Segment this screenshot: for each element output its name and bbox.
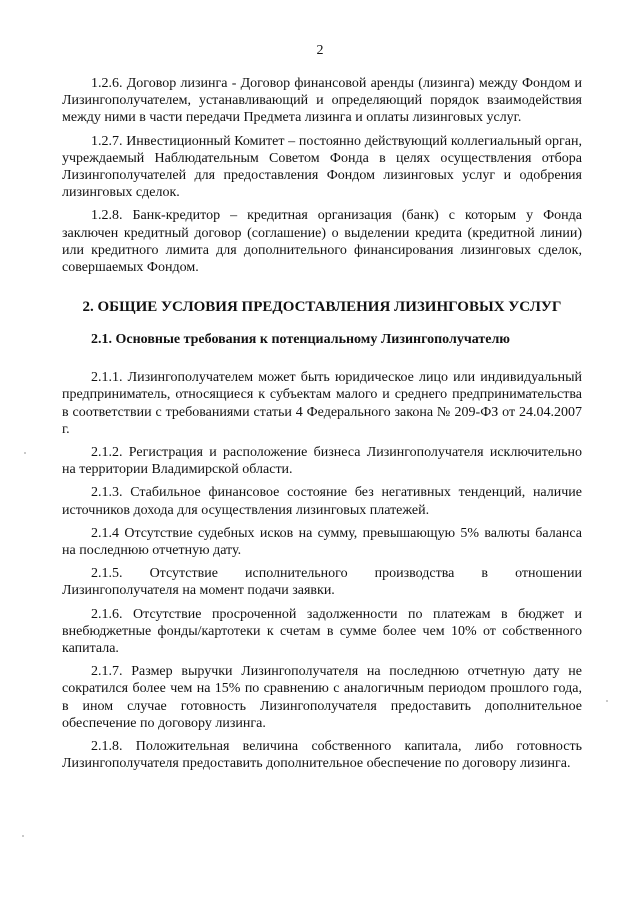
requirement-2-1-3: 2.1.3. Стабильное финансовое состояние без негативных тенденций, наличие источников дохода для осуществления лизинговых платежей. <box>62 485 582 518</box>
page-content <box>62 75 582 773</box>
subsection-heading: 2.1. Основные требования к потенциальному Лизингополучателю <box>91 332 511 348</box>
definition-1-2-6: 1.2.6. Договор лизинга - Договор финансовой аренды (лизинга) между Фондом и Лизингополучателем, устанавливающий и определяющий порядок взаимодействия между ними в части передачи Предмета лизинга и оплаты лизинговых услуг. <box>62 76 582 126</box>
requirement-2-1-4: 2.1.4 Отсутствие судебных исков на сумму, превышающую 5% валюты баланса на последнюю отчетную дату. <box>62 525 582 559</box>
section-heading: 2. ОБЩИЕ УСЛОВИЯ ПРЕДОСТАВЛЕНИЯ ЛИЗИНГОВЫХ УСЛУГ <box>82 299 562 316</box>
requirement-2-1-1: 2.1.1. Лизингополучателем может быть юридическое лицо или индивидуальный предприниматель, относящиеся к субъектам малого и среднего предпринимательства в соответствии с требованиями статьи 4 Федерального закона № 209-ФЗ от 24.04.2007 г. <box>62 370 582 437</box>
scan-speck <box>24 452 26 454</box>
page-number: 2 <box>316 43 324 58</box>
scan-speck <box>606 700 608 702</box>
scan-speck <box>22 835 24 837</box>
definition-1-2-7: 1.2.7. Инвестиционный Комитет – постоянно действующий коллегиальный орган, учреждаемый Наблюдательным Советом Фонда в целях осуществления отбора Лизингополучателей для предоставления Фондом лизинговых услуг и одобрения лизинговых сделок. <box>62 133 582 201</box>
requirement-2-1-5: 2.1.5. Отсутствие исполнительного производства в отношении Лизингополучателя на момент подачи заявки. <box>62 566 582 599</box>
requirement-2-1-8: 2.1.8. Положительная величина собственного капитала, либо готовность Лизингополучателя предоставить дополнительное обеспечение по договору лизинга. <box>62 739 582 772</box>
requirement-2-1-6: 2.1.6. Отсутствие просроченной задолженности по платежам в бюджет и внебюджетные фонды/картотеки к счетам в сумме более чем 10% от собственного капитала. <box>62 606 582 657</box>
definition-1-2-8: 1.2.8. Банк-кредитор – кредитная организация (банк) с которым у Фонда заключен кредитный договор (соглашение) о выделении кредита (кредитной линии) или кредитного лимита для дополнительного финансирования лизинговых сделок, совершаемых Фондом. <box>62 208 582 276</box>
requirement-2-1-7: 2.1.7. Размер выручки Лизингополучателя на последнюю отчетную дату не сократился более чем на 15% по сравнению с аналогичным периодом прошлого года, в ином случае готовность Лизингополучателя предоставить дополнительное обеспечение по договору лизинга. <box>62 664 582 731</box>
requirement-2-1-2: 2.1.2. Регистрация и расположение бизнеса Лизингополучателя исключительно на территории Владимирской области. <box>62 445 582 478</box>
